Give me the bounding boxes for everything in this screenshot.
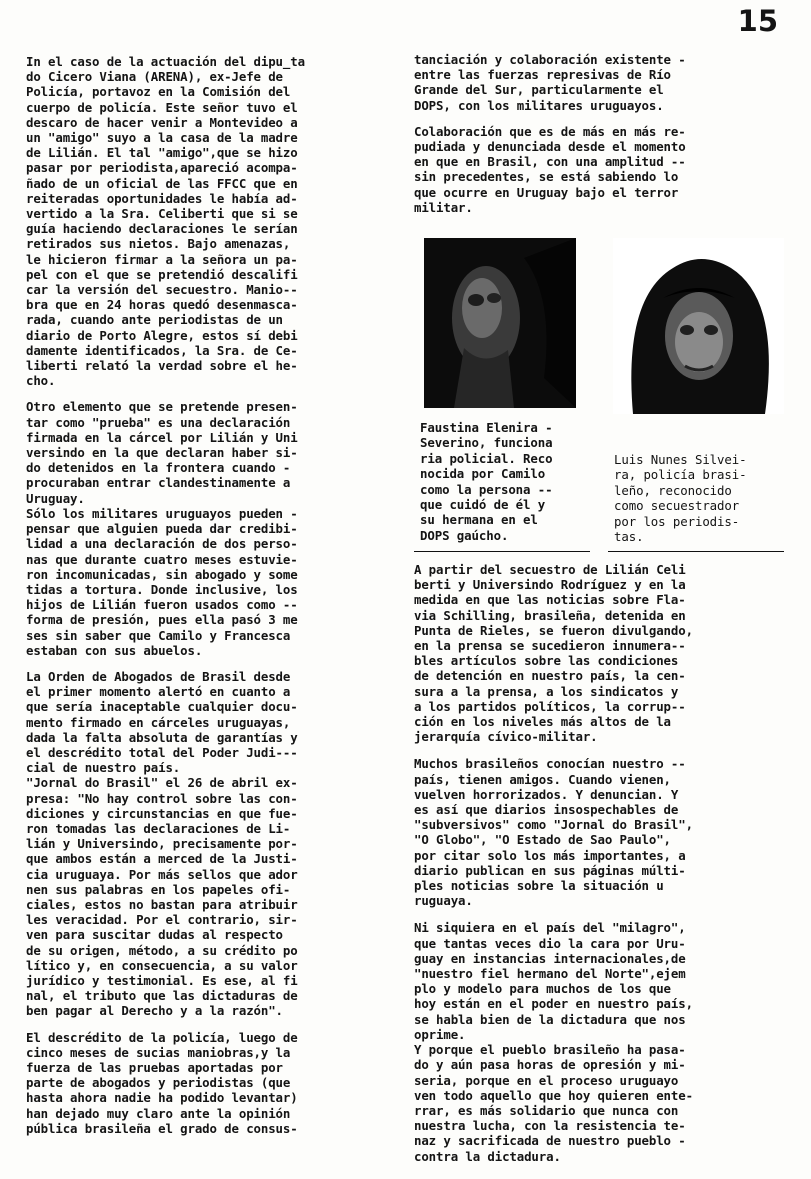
paragraph: Otro elemento que se pretende presen- tar como "prueba" es una declaración firmada en la cárcel por Lilián y Uni versindo en la que declaran haber si- do detenidos en la frontera cuando - procuraban entrar clandestinamente a Uruguay. Sólo los militares uruguayos pueden - pensar que alguien pueda dar credibi- lidad a una declaración de dos perso- nas que durante cuatro meses estuvie- ron incomunicadas, sin abogado y some tidas a tortura. Donde inclusive, los hijos de Lilián fueron usados como -- forma de presión, pues ella pasó 3 me ses sin saber que Camilo y Francesca estaban con sus abuelos.	[26, 399, 298, 658]
portrait-image	[424, 238, 576, 408]
paragraph: La Orden de Abogados de Brasil desde el primer momento alertó en cuanto a que sería inaceptable cualquier docu- mento firmado en cárceles uruguayas, dada la falta absoluta de garantías y el descrédito total del Poder Judi--- cial de nuestro país. "Jornal do Brasil" el 26 de abril ex- presa: "No hay control sobre las con- diciones y circunstancias en que fue- ron tomadas las declaraciones de Li- lián y Universindo, precisamente por- que ambos están a merced de la Justi- cia uruguaya. Por más sellos que ador nen sus palabras en los papeles ofi- ciales, estos no bastan para atribuir les veracidad. Por el contrario, sir- ven para suscitar dudas al respecto de su origen, método, a su crédito po lítico y, en consecuencia, a su valor jurídico y testimonial. Es ese, al fi nal, el tributo que las dictaduras de ben pagar al Derecho y a la razón".	[26, 668, 298, 1019]
divider-line	[608, 551, 784, 552]
photo-luis-nunes-silveira	[613, 238, 784, 414]
paragraph: A partir del secuestro de Lilián Celi berti y Universindo Rodríguez y en la medida en que las noticias sobre Fla- via Schilling, brasileña, detenida en Punta de Rieles, se fueron divulgando, en la prensa se sucedieron innumera-- bles artículos sobre las condiciones de detención en nuestro país, la cen- sura a la prensa, a los sindicatos y a los partidos políticos, la corrup-- ción en los niveles más altos de la jerarquía cívico-militar.	[414, 562, 693, 745]
photo-caption-left: Faustina Elenira - Severino, funciona ria policial. Reco nocida por Camilo como la persona -- que cuidó de él y su hermana en el DOPS gaúcho.	[420, 420, 553, 543]
paragraph: El descrédito de la policía, luego de cinco meses de sucias maniobras,y la fuerza de las pruebas aportadas por parte de abogados y periodistas (que hasta ahora nadie ha podido levantar) han dejado muy claro ante la opinión pública brasileña el grado de consus-	[26, 1029, 298, 1136]
paragraph: In el caso de la actuación del dipu_ta do Cicero Viana (ARENA), ex-Jefe de Policía, portavoz en la Comisión del cuerpo de policía. Este señor tuvo el descaro de hacer venir a Montevideo a un "amigo" suyo a la casa de la madre de Lilián. El tal "amigo",que se hizo pasar por periodista,apareció acompa- ñado de un oficial de las FFCC que en reiteradas oportunidades le había ad- vertido a la Sra. Celiberti que si se guía haciendo declaraciones le serían retirados sus nietos. Bajo amenazas, le hicieron firmar a la señora un pa- pel con el que se pretendió descalifi car la versión del secuestro. Manio-- bra que en 24 horas quedó desenmasca- rada, cuando ante periodistas de un diario de Porto Alegre, estos sí debi damente identificados, la Sra. de Ce- liberti relató la verdad sobre el he- cho.	[26, 54, 305, 389]
paragraph: Ni siquiera en el país del "milagro", que tantas veces dio la cara por Uru- guay en instancias internacionales,de "nuestro fiel hermano del Norte",ejem plo y modelo para muchos de los que hoy están en el poder en nuestro país, se habla bien de la dictadura que nos oprime. Y porque el pueblo brasileño ha pasa- do y aún pasa horas de opresión y mi- seria, porque en el proceso uruguayo ven todo aquello que hoy quieren ente- rrar, es más solidario que nunca con nuestra lucha, con la resistencia te- naz y sacrificada de nuestro pueblo - contra la dictadura.	[414, 920, 693, 1164]
left-column	[26, 54, 394, 1174]
right-column-bottom	[414, 562, 794, 1174]
paragraph: tanciación y colaboración existente - entre las fuerzas represivas de Río Grande del Sur, particularmente el DOPS, con los militares uruguayos.	[414, 52, 686, 113]
portrait-image	[613, 238, 784, 414]
paragraph: Colaboración que es de más en más re- pudiada y denunciada desde el momento en que en Brasil, con una amplitud -- sin precedentes, se está sabiendo lo que ocurre en Uruguay bajo el terror militar.	[414, 123, 686, 215]
divider-line	[414, 551, 590, 552]
page-number: 15	[737, 4, 778, 38]
right-column-top	[414, 52, 794, 227]
photo-faustina-severino	[424, 238, 576, 408]
photo-caption-right: Luis Nunes Silvei- ra, policía brasi- leño, reconocido como secuestrador por los periodis- tas.	[614, 452, 747, 545]
paragraph: Muchos brasileños conocían nuestro -- país, tienen amigos. Cuando vienen, vuelven horrorizados. Y denuncian. Y es así que diarios insospechables de "subversivos" como "Jornal do Brasil", "O Globo", "O Estado de Sao Paulo", por citar solo los más importantes, a diario publican en sus páginas múlti- ples noticias sobre la situación u ruguaya.	[414, 756, 693, 909]
